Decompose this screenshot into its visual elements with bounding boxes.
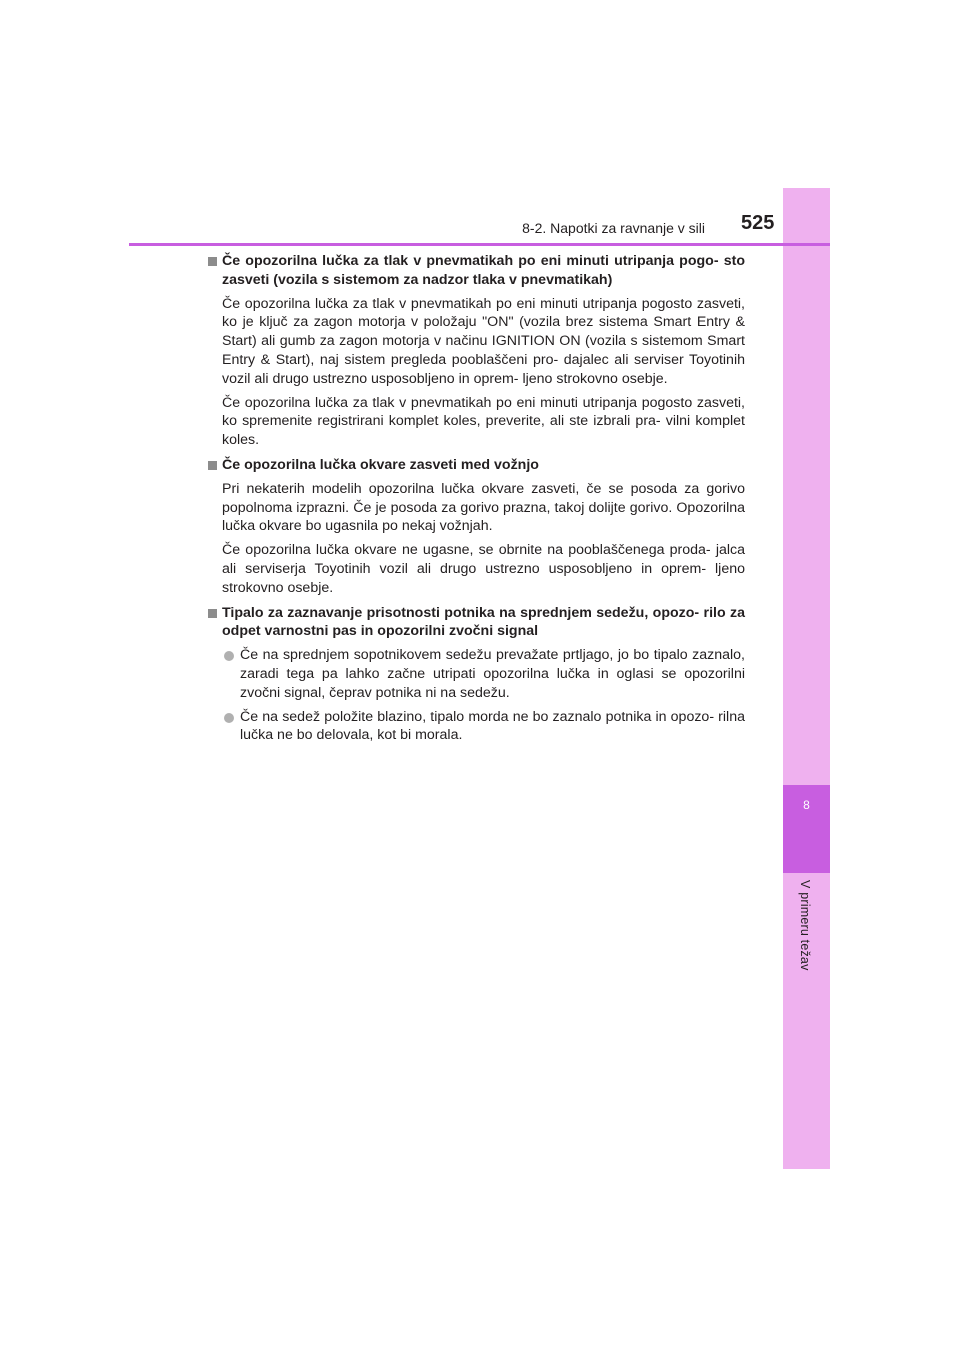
chapter-number: 8 bbox=[803, 798, 810, 812]
paragraph: Če opozorilna lučka za tlak v pnevmatikah po eni minuti utripanja pogosto zasveti, ko je ključ za zagon motorja v položaju "ON" (vozila brez sistema Smart Entry & Start) ali gumb za zagon motorja v načinu IGNITION ON (vozila s sistemom Smart Entry & Start), naj sistem pregleda pooblaščeni pro- dajalec ali serviser Toyotinih vozil ali drugo ustrezno usposobljeno in oprem- ljeno strokovno osebje. bbox=[222, 295, 745, 387]
circle-bullet-icon bbox=[224, 651, 234, 661]
square-bullet-icon bbox=[208, 257, 217, 266]
section-heading: Če opozorilna lučka okvare zasveti med vožnjo bbox=[208, 456, 745, 475]
paragraph: Če opozorilna lučka okvare ne ugasne, se obrnite na pooblaščenega proda- jalca ali serviserja Toyotinih vozil ali drugo ustrezno usposobljeno in oprem- ljeno strokovno osebje. bbox=[222, 542, 745, 596]
square-bullet-icon bbox=[208, 461, 217, 470]
section-heading: Če opozorilna lučka za tlak v pnevmatikah po eni minuti utripanja pogo- sto zasveti (vozila s sistemom za nadzor tlaka v pnevmatikah) bbox=[208, 252, 745, 290]
square-bullet-icon bbox=[208, 609, 217, 618]
header-section-title: 8-2. Napotki za ravnanje v sili bbox=[522, 220, 705, 236]
paragraph: Pri nekaterih modelih opozorilna lučka okvare zasveti, če se posoda za gorivo popolnoma izprazni. Če je posoda za gorivo prazna, takoj dolijte gorivo. Opozorilna lučka okvare bo ugasnila po nekaj vožnjah. bbox=[222, 480, 745, 535]
chapter-side-tab bbox=[783, 188, 830, 1169]
page-content bbox=[208, 252, 745, 750]
paragraph: Če opozorilna lučka za tlak v pnevmatikah po eni minuti utripanja pogosto zasveti, ko spremenite registrirani komplet koles, preverite, ali ste izbrali pra- vilni komplet koles. bbox=[222, 394, 745, 449]
chapter-title: V primeru težav bbox=[798, 880, 812, 971]
list-item: Če na sprednjem sopotnikovem sedežu prevažate prtljago, jo bo tipalo zaznalo, zaradi tega pa lahko začne utripati opozorilna lučka in oglasi se opozorilni zvočni signal, čeprav potnika ni na sedežu. bbox=[208, 646, 745, 702]
section-heading: Tipalo za zaznavanje prisotnosti potnika na sprednjem sedežu, opozo- rilo za odpet varnostni pas in opozorilni zvočni signal bbox=[208, 604, 745, 642]
circle-bullet-icon bbox=[224, 713, 234, 723]
header-rule bbox=[129, 243, 830, 246]
list-item: Če na sedež položite blazino, tipalo morda ne bo zaznalo potnika in opozo- rilna lučka ne bo delovala, kot bi morala. bbox=[208, 708, 745, 746]
page-number: 525 bbox=[741, 212, 775, 234]
